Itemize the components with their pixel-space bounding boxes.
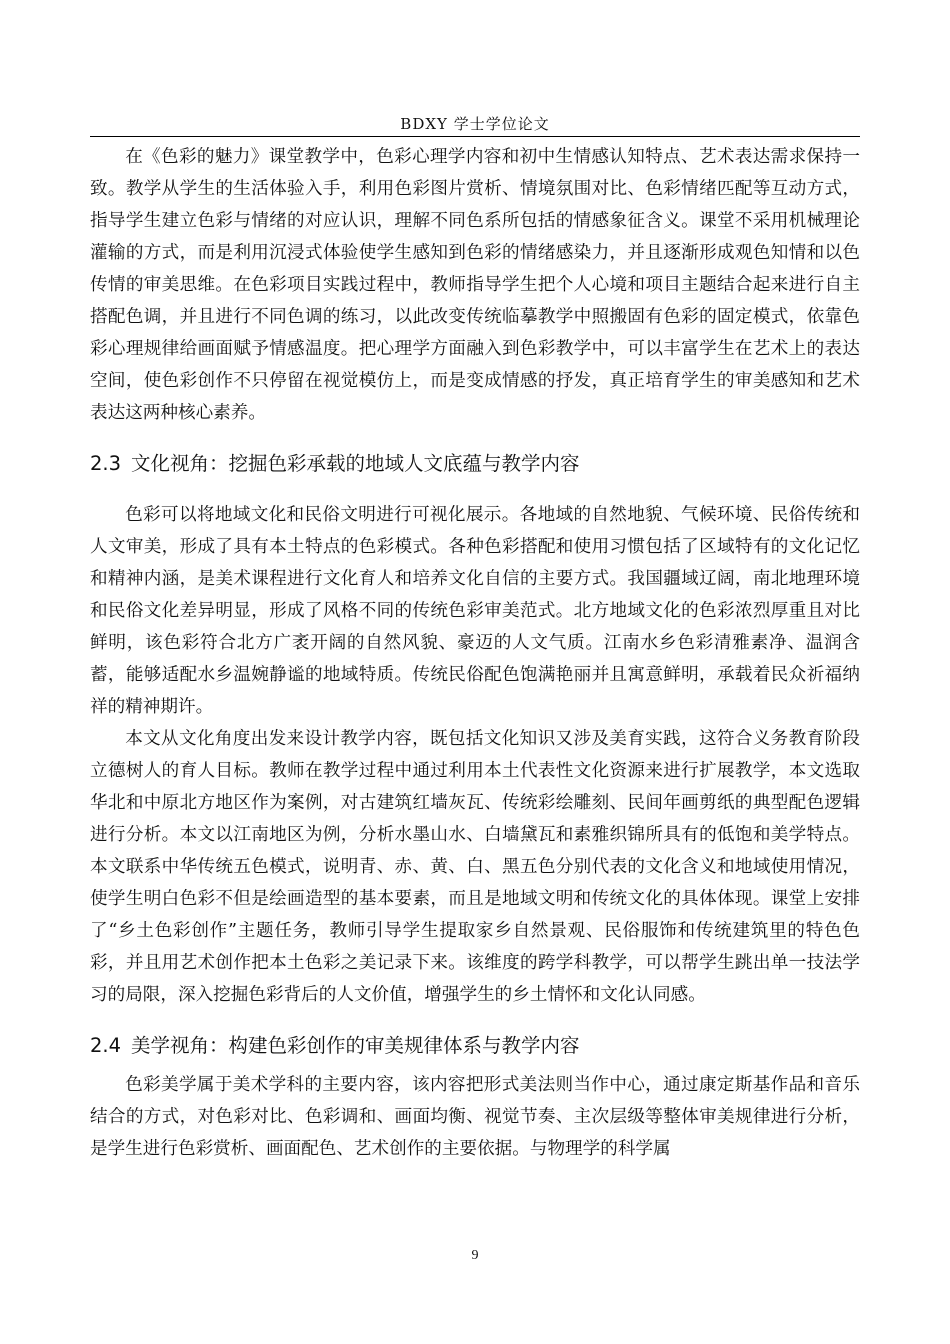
body-paragraph: 色彩可以将地域文化和民俗文明进行可视化展示。各地域的自然地貌、气候环境、民俗传统和人文审美，形成了具有本土特点的色彩模式。各种色彩搭配和使用习惯包括了区域特有的文化记忆和精神内涵，是美术课程进行文化育人和培养文化自信的主要方式。我国疆域辽阔，南北地理环境和民俗文化差异明显，形成了风格不同的传统色彩审美范式。北方地域文化的色彩浓烈厚重且对比鲜明，该色彩符合北方广袤开阔的自然风貌、豪迈的人文气质。江南水乡色彩清雅素净、温润含蓄，能够适配水乡温婉静谧的地域特质。传统民俗配色饱满艳丽并且寓意鲜明，承载着民众祈福纳祥的精神期许。 [90,505,860,717]
section-number: 2.3 [90,452,122,475]
section-title: 美学视角：构建色彩创作的审美规律体系与教学内容 [131,1034,580,1057]
running-header [90,115,860,137]
section-title: 文化视角：挖掘色彩承载的地域人文底蕴与教学内容 [131,452,580,475]
section-heading-2-3 [90,449,860,479]
body-paragraph: 本文从文化角度出发来设计教学内容，既包括文化知识又涉及美育实践，这符合义务教育阶段立德树人的育人目标。教师在教学过程中通过利用本土代表性文化资源来进行扩展教学，本文选取华北和中原北方地区作为案例，对古建筑红墙灰瓦、传统彩绘雕刻、民间年画剪纸的典型配色逻辑进行分析。本文以江南地区为例，分析水墨山水、白墙黛瓦和素雅织锦所具有的低饱和美学特点。本文联系中华传统五色模式，说明青、赤、黄、白、黑五色分别代表的文化含义和地域使用情况，使学生明白色彩不但是绘画造型的基本要素，而且是地域文明和传统文化的具体体现。课堂上安排了“乡土色彩创作”主题任务，教师引导学生提取家乡自然景观、民俗服饰和传统建筑里的特色色彩，并且用艺术创作把本土色彩之美记录下来。该维度的跨学科教学，可以帮学生跳出单一技法学习的局限，深入挖掘色彩背后的人文价值，增强学生的乡土情怀和文化认同感。 [90,729,860,1005]
section-heading-2-4 [90,1031,860,1061]
running-title: BDXY 学士学位论文 [400,115,550,133]
page-number: 9 [471,1248,479,1263]
page-body [90,141,860,1165]
body-paragraph: 色彩美学属于美术学科的主要内容，该内容把形式美法则当作中心，通过康定斯基作品和音乐结合的方式，对色彩对比、色彩调和、画面均衡、视觉节奏、主次层级等整体审美规律进行分析，是学生进行色彩赏析、画面配色、艺术创作的主要依据。与物理学的科学属 [90,1075,860,1159]
section-number: 2.4 [90,1034,122,1057]
intro-paragraph: 在《色彩的魅力》课堂教学中，色彩心理学内容和初中生情感认知特点、艺术表达需求保持一致。教学从学生的生活体验入手，利用色彩图片赏析、情境氛围对比、色彩情绪匹配等互动方式，指导学生建立色彩与情绪的对应认识，理解不同色系所包括的情感象征含义。课堂不采用机械理论灌输的方式，而是利用沉浸式体验使学生感知到色彩的情绪感染力，并且逐渐形成观色知情和以色传情的审美思维。在色彩项目实践过程中，教师指导学生把个人心境和项目主题结合起来进行自主搭配色调，并且进行不同色调的练习，以此改变传统临摹教学中照搬固有色彩的固定模式，依靠色彩心理规律给画面赋予情感温度。把心理学方面融入到色彩教学中，可以丰富学生在艺术上的表达空间，使色彩创作不只停留在视觉模仿上，而是变成情感的抒发，真正培育学生的审美感知和艺术表达这两种核心素养。 [90,147,860,423]
